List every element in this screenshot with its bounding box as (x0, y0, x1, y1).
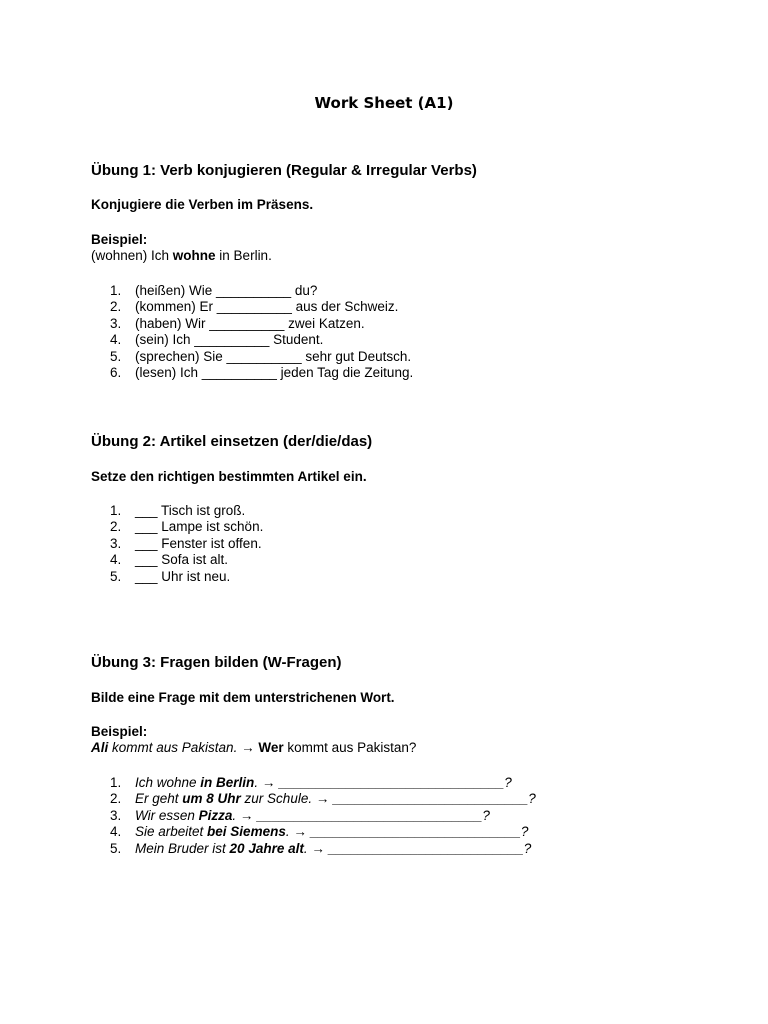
item-text-post: zur Schule. → __________________________? (240, 791, 536, 807)
item-text: (kommen) Er __________ aus der Schweiz. (135, 299, 399, 315)
example-answer: wohne (172, 248, 216, 263)
item-number: 5. (110, 840, 122, 856)
item-number: 5. (110, 568, 122, 584)
exercise-1-instruction: Konjugiere die Verben im Präsens. (91, 197, 314, 212)
exercise-2-list (110, 503, 263, 585)
example-question-word: Wer (258, 740, 284, 755)
list-item (110, 503, 263, 519)
item-underlined-word: bei Siemens (207, 824, 286, 840)
item-text-pre: Er geht (135, 791, 183, 807)
item-text: (sprechen) Sie __________ sehr gut Deutsch. (135, 348, 412, 364)
example-text-post: kommt aus Pakistan? (283, 740, 417, 755)
list-item (110, 365, 413, 381)
exercise-3-example (91, 740, 416, 755)
item-number: 3. (110, 535, 122, 551)
list-item (110, 299, 413, 315)
list-item (110, 316, 413, 332)
item-underlined-word: in Berlin (200, 775, 255, 790)
item-text: (heißen) Wie __________ du? (135, 283, 318, 298)
item-underlined-word: 20 Jahre alt (229, 840, 304, 856)
item-number: 2. (110, 791, 122, 807)
item-number: 6. (110, 364, 122, 380)
item-text: ___ Lampe ist schön. (135, 519, 264, 535)
item-underlined-word: Pizza (198, 807, 233, 823)
exercise-1-heading: Übung 1: Verb konjugieren (Regular & Irregular Verbs) (91, 162, 477, 179)
item-number: 2. (110, 519, 122, 535)
item-number: 4. (110, 552, 122, 568)
list-item (110, 536, 263, 552)
item-text-post: . → __________________________? (303, 840, 532, 856)
list-item (110, 824, 536, 840)
exercise-2-heading: Übung 2: Artikel einsetzen (der/die/das) (91, 433, 373, 450)
item-text-post: . → ____________________________? (285, 824, 529, 840)
exercise-3-instruction: Bilde eine Frage mit dem unterstrichenen Wort. (91, 690, 395, 705)
exercise-2-instruction: Setze den richtigen bestimmten Artikel ein. (91, 469, 367, 484)
list-item (110, 519, 263, 535)
list-item (110, 775, 536, 791)
item-number: 4. (110, 332, 122, 348)
item-number: 1. (110, 283, 122, 298)
item-number: 1. (110, 775, 122, 790)
item-number: 3. (110, 807, 122, 823)
list-item (110, 332, 413, 348)
exercise-1-example (91, 248, 272, 263)
exercise-3-list (110, 775, 536, 857)
list-item (110, 791, 536, 807)
item-text: ___ Sofa ist alt. (135, 552, 229, 568)
list-item (110, 283, 413, 299)
item-text-pre: Mein Bruder ist (135, 840, 230, 856)
page-title: Work Sheet (A1) (314, 94, 454, 112)
list-item (110, 808, 536, 824)
list-item (110, 569, 263, 585)
list-item (110, 349, 413, 365)
item-number: 1. (110, 503, 122, 518)
item-text-pre: Ich wohne (135, 775, 201, 790)
example-subject: Ali (91, 740, 109, 755)
item-number: 3. (110, 315, 122, 331)
item-text: ___ Uhr ist neu. (135, 568, 231, 584)
item-number: 4. (110, 824, 122, 840)
item-text: (sein) Ich __________ Student. (135, 332, 324, 348)
exercise-1-example-label: Beispiel: (91, 232, 148, 247)
item-number: 5. (110, 348, 122, 364)
list-item (110, 841, 536, 857)
item-text-pre: Wir essen (135, 807, 199, 823)
item-text: ___ Fenster ist offen. (135, 535, 262, 551)
item-underlined-word: um 8 Uhr (182, 791, 241, 807)
example-text-mid: kommt aus Pakistan. → (108, 740, 259, 755)
exercise-3-example-label: Beispiel: (91, 724, 148, 739)
example-text-pre: (wohnen) Ich (91, 248, 173, 263)
item-text-post: . → ______________________________? (232, 807, 490, 823)
item-number: 2. (110, 299, 122, 315)
exercise-3-heading: Übung 3: Fragen bilden (W-Fragen) (91, 654, 342, 671)
item-text: (haben) Wir __________ zwei Katzen. (135, 315, 365, 331)
exercise-1-list (110, 283, 413, 381)
list-item (110, 552, 263, 568)
item-text-post: . → ______________________________? (254, 775, 512, 790)
item-text: (lesen) Ich __________ jeden Tag die Zeitung. (135, 364, 414, 380)
example-text-post: in Berlin. (215, 248, 272, 263)
item-text: ___ Tisch ist groß. (135, 503, 246, 518)
item-text-pre: Sie arbeitet (135, 824, 208, 840)
